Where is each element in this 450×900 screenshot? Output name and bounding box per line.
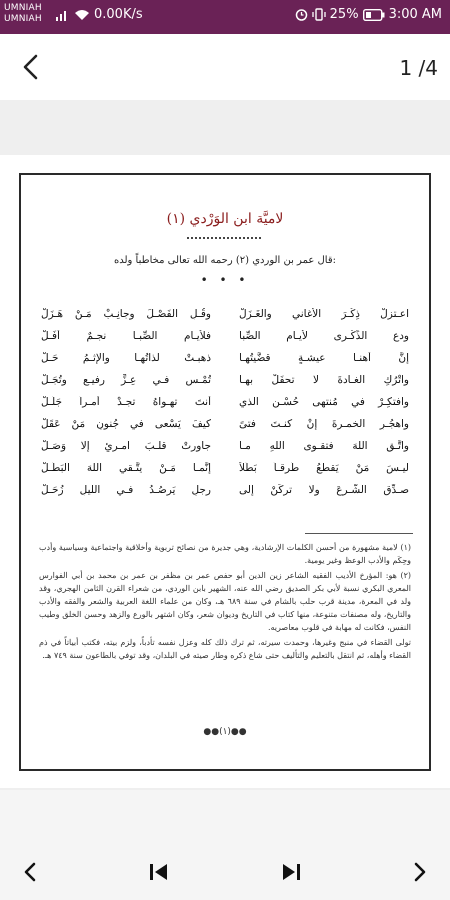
skip-to-first-icon [149,863,169,881]
verse-second-half: ذهبـتْ لذاتُهـا والإثـمُ حَـلْ [41,352,211,364]
footnote: (٢) هو: المؤرخ الأديب الفقيه الشاعر زين الدين أبو حفص عمر بن مظفر بن عمر بن محمد بن أبي الفوارس المعري البكري نسبة لأبي بكر الصديق رضي الله عنه، الشهير بابن الوردي، من شعراء القرن الثامن الهجري، وقد ولد في المعرة، مدينة قرب حلب بالشام في سنة ٦٨٩ هـ، وكان من علماء اللغة العربية والشعر والفقه والأدب والتاريخ، وله مصنفات متنوعة، منها كتاب في التاريخ وديوان شعر، وكان اشتهر بالورع والزهد وحسن الخلق وطيب النفس، فكانت له مهابة في قلوب معاصريه. [39,571,411,632]
first-page-button[interactable] [141,854,177,890]
poem-intro: قال عمر بن الوردي (٢) رحمه الله تعالى مخاطباً ولده: [114,255,336,266]
verse-second-half: تُمْـسِ فـي عِـزٍّ رفيـعٍ وتُجَـلْ [41,374,211,386]
footnote: (١) لامية مشهورة من أحسن الكلمات الإرشادية، وهي جديرة من نصائح تربوية وأخلاقية واجتماعية وسياسية وأدب وحِكَم والأدب الوعظ وغير يومية. [39,543,411,565]
wifi-icon [74,9,90,21]
carrier-name-1: UMNIAH [4,3,42,13]
vibrate-icon [312,8,326,21]
verse-row [41,479,409,501]
verse-first-half: واهجُـرِ الخمـرةَ إنْ كنـتَ فتىً [239,418,409,430]
verse-row [41,413,409,435]
footnotes [39,541,411,664]
verse-row [41,303,409,325]
bottom-navigation [0,790,450,900]
document-page[interactable] [0,155,450,788]
verse-second-half: إنَّمـا مَـنْ يتَّـقي اللهَ البَطَـلْ [41,462,211,474]
footnote: تولى القضاء في منبج وغيرها، وحمدت سيرته، ثم ترك ذلك كله وعزل نفسه تأدباً، ولزم بيته، فكتب أبياتاً في ذم القضاء وأهله، ثم انتقل بالتعليم والتأليف حتى شاع ذكره وطار صيته في البلدان، وقد توفي بالطاعون سنة ٧٤٩ هـ. [39,638,411,660]
previous-page-button[interactable] [12,854,48,890]
title-divider [187,237,261,239]
verse-row [41,435,409,457]
verse-second-half: وقُـلِ الفَصْـلَ وجانِـبْ مَـنْ هَـزَلْ [41,308,211,320]
verse-second-half: كيفَ يَسْعى في جُنونٍ مَنْ عَقَلْ [41,418,211,430]
verse-first-half: واتْرُكِ الغـادةَ لا تحفَلْ بهـا [239,374,409,386]
verse-row [41,325,409,347]
system-status [295,7,442,22]
verse-first-half: إنَّ أهنـا عيشـةٍ قضَّيتُهـا [239,352,409,364]
chevron-left-icon [23,862,37,882]
status-bar [0,0,450,34]
verse-first-half: ليـسَ مَنْ يَقطعُ طُرقـاً بَطَلاً [239,462,409,474]
verse-row [41,391,409,413]
verse-second-half: رجلٍ يَرصُـدُ فـي الليلِ زُحَـلْ [41,484,211,496]
page-indicator: 1 /4 [399,56,438,80]
verse-row [41,369,409,391]
app-toolbar [0,34,450,100]
back-button[interactable] [14,50,48,84]
carrier-name-2: UMNIAH [4,14,42,24]
carrier-names [4,3,42,25]
verse-row [41,347,409,369]
battery-percent: 25% [329,7,359,22]
last-page-button[interactable] [273,854,309,890]
skip-to-last-icon [281,863,301,881]
verse-first-half: اعـتزلْ ذِكْـرَ الأغاني والغَـزَلْ [239,308,409,320]
battery-icon [363,9,385,21]
chevron-left-icon [21,54,41,80]
verse-second-half: أنتَ تهـواهُ تجـدْ أمـراً جَلَـلْ [41,396,211,408]
verse-first-half: صـدِّقِ الشَّـرعَ ولا تركَنْ إلى [239,484,409,496]
verse-row [41,457,409,479]
network-speed: 0.00K/s [94,7,143,22]
verse-second-half: جاورتْ قلـبَ امـرئٍ إلا وَصَـلْ [41,440,211,452]
footnote-separator [305,533,413,534]
chevron-right-icon [413,862,427,882]
alarm-icon [295,8,308,21]
poem-title: لاميَّة ابن الوَرْدي (١) [166,211,284,227]
document-viewer[interactable] [0,100,450,790]
signal-icon [56,9,70,21]
clock: 3:00 AM [388,7,442,22]
verse-first-half: واتَّـقِ اللهَ فتقـوى اللهِ مـا [239,440,409,452]
network-status [56,7,143,22]
ornament-dots: • • • [200,273,250,287]
verse-first-half: ودعِ الذِّكْـرى لأيـامِ الصِّبا [239,330,409,342]
verse-second-half: فلأيـامِ الصِّبـا نجـمٌ أفَـلْ [41,330,211,342]
page-number: ●●(١)●● [203,727,247,737]
next-page-button[interactable] [402,854,438,890]
verse-list [41,303,409,501]
page-border-frame [19,173,431,771]
verse-first-half: وافتكِـرْ في مُنتهى حُسْـنِ الذي [239,396,409,408]
